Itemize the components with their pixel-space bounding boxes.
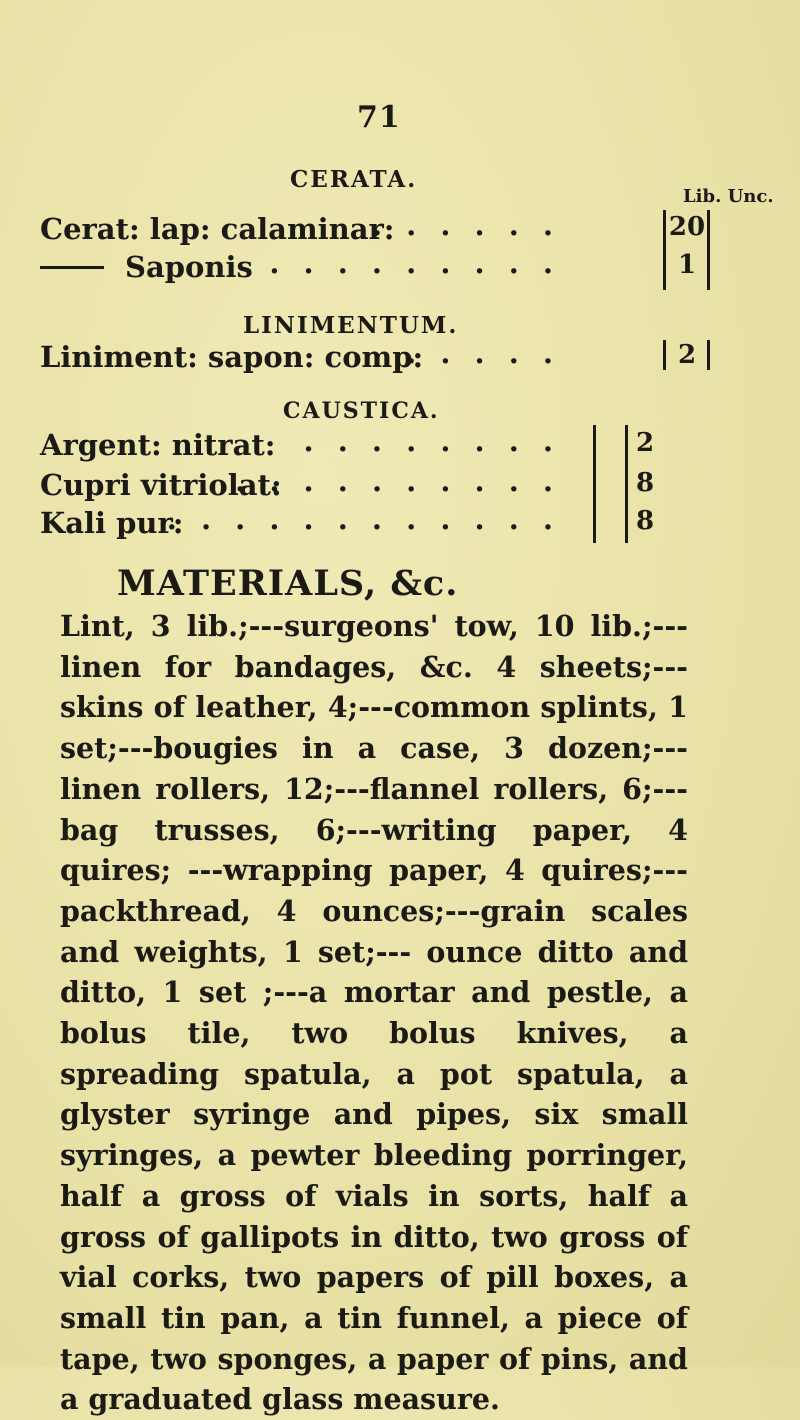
leader-dots: . . . . . . . . . .	[235, 464, 560, 498]
column-rule	[707, 210, 710, 290]
item-value: 1	[677, 250, 697, 280]
section-heading-caustica: CAUSTICA.	[283, 398, 440, 424]
page-number: 71	[357, 100, 401, 135]
materials-paragraph: Lint, 3 lib.;---surgeons' tow, 10 lib.;---linen for bandages, &c. 4 sheets;---skins of leather, 4;---common splints, 1 set;---bougies in a case, 3 dozen;---linen rollers, 12;---flannel rollers, 6;---bag trusses, 6;---writing paper, 4 quires; ---wrapping paper, 4 quires;---packthread, 4 ounces;---grain scales and weights, 1 set;--- ounce ditto and ditto, 1 set ;---a mortar and pestle, a bolus tile, two bolus knives, a spreading spatula, a pot spatula, a glyster syringe and pipes, six small syringes, a pewter bleeding porringer, half a gross of vials in sorts, half a gross of gallipots in ditto, two gross of vial corks, two papers of pill boxes, a small tin pan, a tin funnel, a piece of tape, two sponges, a paper of pins, and a graduated glass measure.	[60, 609, 688, 1417]
item-label: Kali pur:	[40, 506, 184, 540]
column-rule	[707, 340, 710, 370]
section-heading-cerata: CERATA.	[290, 166, 418, 193]
unit-header: Lib. Unc.	[683, 186, 774, 207]
leader-dots: . . . . . . . .	[303, 424, 560, 458]
item-label: Liniment: sapon: comp:	[40, 340, 424, 374]
materials-title: MATERIALS, &c.	[117, 563, 459, 604]
column-rule	[593, 425, 596, 543]
leader-dots: . . . . . . . . . . . .	[166, 502, 560, 536]
list-item	[40, 246, 560, 290]
section-heading-linimentum: LINIMENTUM.	[243, 312, 459, 339]
leader-dots: . . . . .	[406, 336, 560, 370]
item-value: 2	[677, 340, 697, 370]
column-rule	[625, 425, 628, 543]
item-label: Saponis	[125, 250, 253, 284]
item-label: Cerat: lap: calaminar:	[40, 212, 395, 246]
item-label: Argent: nitrat:	[40, 428, 276, 462]
item-label: Cupri vitriolat:	[40, 468, 282, 502]
item-value: 2	[635, 428, 655, 458]
leader-dots: . . . . . . . . .	[269, 246, 560, 280]
leader-dots: . . . . . .	[371, 208, 560, 242]
list-item	[40, 336, 560, 380]
column-rule	[663, 210, 666, 290]
column-rule	[663, 340, 666, 370]
list-item	[40, 502, 560, 546]
item-value: 20	[668, 212, 706, 242]
item-value: 8	[635, 468, 655, 498]
list-item	[40, 424, 560, 468]
ditto-dash	[40, 266, 104, 269]
item-value: 8	[635, 506, 655, 536]
